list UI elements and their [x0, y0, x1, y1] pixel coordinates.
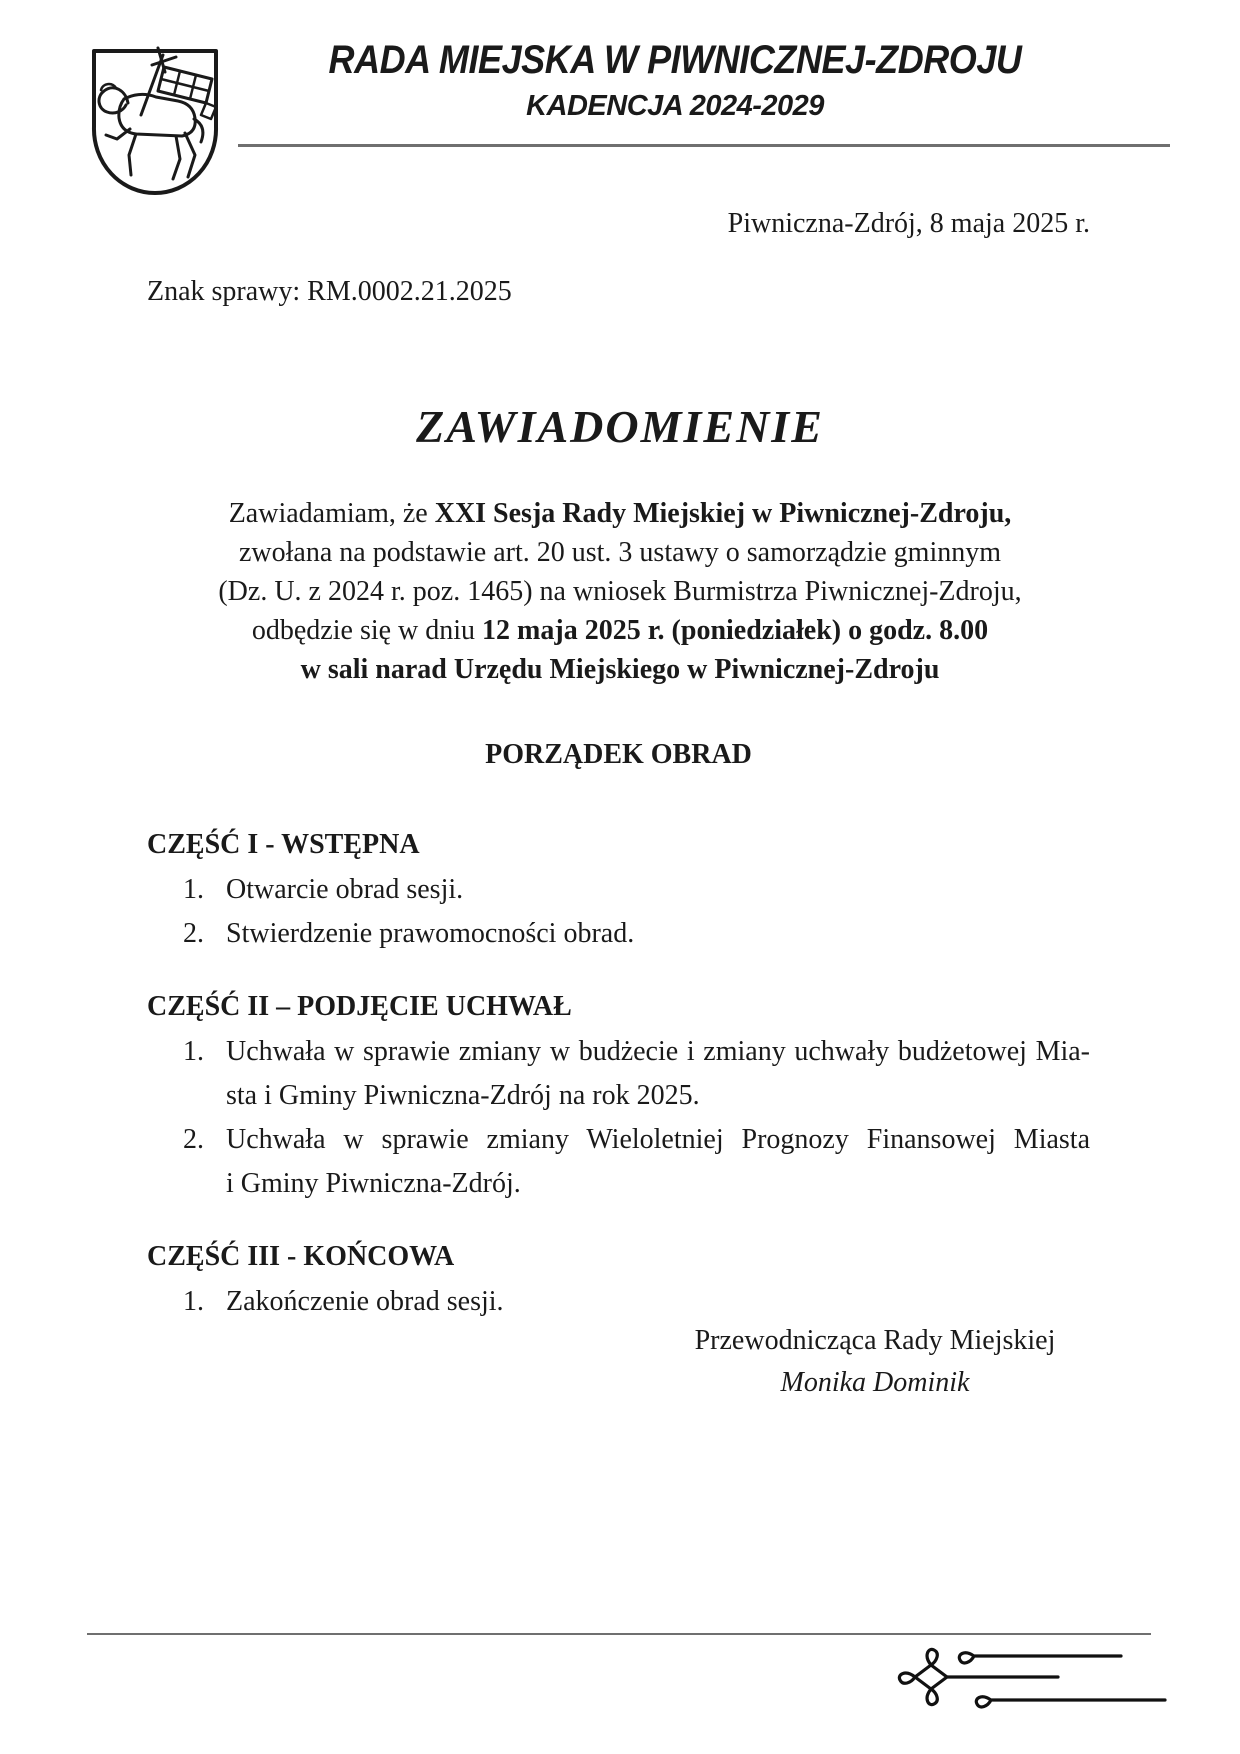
agenda-section-title: CZĘŚĆ II – PODJĘCIE UCHWAŁ	[147, 991, 572, 1022]
signature-name: Monika Dominik	[780, 1367, 970, 1398]
org-title: RADA MIEJSKA W PIWNICZNEJ-ZDROJU	[328, 38, 1022, 82]
agenda-item-line: Otwarcie obrad sesji.	[226, 874, 464, 905]
intro-line: zwołana na podstawie art. 20 ust. 3 ustawy o samorządzie gminnym	[238, 537, 1002, 568]
notice-title: ZAWIADOMIENIE	[416, 401, 824, 452]
agenda-section	[147, 990, 1090, 1206]
case-number-line: Znak sprawy: RM.0002.21.2025	[147, 276, 512, 307]
agenda-section-title: CZĘŚĆ III - KOŃCOWA	[147, 1241, 455, 1272]
agenda-item-number: 1.	[183, 1036, 204, 1067]
agenda-item	[147, 1280, 1090, 1324]
intro-line: odbędzie się w dniu 12 maja 2025 r. (poniedziałek) o godz. 8.00	[251, 615, 989, 646]
signature-block	[655, 1320, 1095, 1404]
letterhead	[240, 38, 1110, 122]
agenda-item-line: Zakończenie obrad sesji.	[226, 1286, 504, 1317]
intro-line: w sali narad Urzędu Miejskiego w Piwnicznej-Zdroju	[300, 654, 940, 685]
agenda-section-title: CZĘŚĆ I - WSTĘPNA	[147, 829, 420, 860]
agenda-item-number: 2.	[183, 918, 204, 949]
agenda-item-line: Stwierdzenie prawomocności obrad.	[226, 918, 635, 949]
agenda-item-line: Uchwała w sprawie zmiany Wieloletniej Prognozy Finansowej Miasta	[226, 1124, 1090, 1155]
coat-of-arms-icon	[84, 41, 226, 203]
agenda-item-line: i Gminy Piwniczna-Zdrój.	[226, 1168, 521, 1199]
agenda-item-line: Uchwała w sprawie zmiany w budżecie i zmiany uchwały budżetowej Mia-	[226, 1036, 1090, 1067]
agenda-item-number: 2.	[183, 1124, 204, 1155]
header-rule	[238, 144, 1170, 147]
agenda-section	[147, 1240, 1090, 1324]
intro-line: (Dz. U. z 2024 r. poz. 1465) na wniosek Burmistrza Piwnicznej-Zdroju,	[218, 576, 1022, 607]
calligraphic-flourish-icon	[893, 1643, 1173, 1713]
agenda-item-number: 1.	[183, 1286, 204, 1317]
signature-role: Przewodnicząca Rady Miejskiej	[694, 1325, 1056, 1356]
agenda	[147, 738, 1090, 1324]
agenda-item	[147, 1118, 1090, 1206]
agenda-sections	[147, 828, 1090, 1324]
agenda-item	[147, 912, 1090, 956]
agenda-item-line: sta i Gminy Piwniczna-Zdrój na rok 2025.	[226, 1080, 700, 1111]
dateline: Piwniczna-Zdrój, 8 maja 2025 r.	[727, 208, 1090, 239]
agenda-heading: PORZĄDEK OBRAD	[485, 739, 752, 770]
agenda-item	[147, 1030, 1090, 1118]
notice-intro	[140, 494, 1100, 689]
footer-rule	[87, 1633, 1151, 1635]
org-term: KADENCJA 2024-2029	[526, 90, 824, 122]
agenda-section	[147, 828, 1090, 956]
agenda-item	[147, 868, 1090, 912]
agenda-item-number: 1.	[183, 874, 204, 905]
intro-line: Zawiadamiam, że XXI Sesja Rady Miejskiej w Piwnicznej-Zdroju,	[228, 498, 1012, 529]
